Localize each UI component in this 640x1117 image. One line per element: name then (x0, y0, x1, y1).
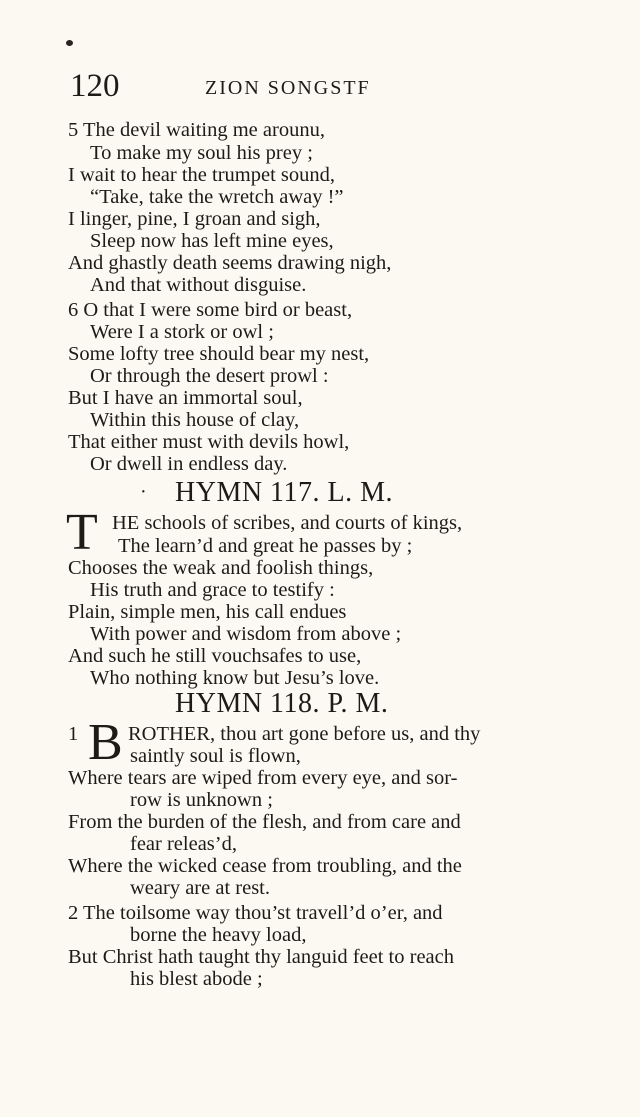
verse-line: His truth and grace to testify : (90, 579, 335, 601)
stanza-number: 1 (68, 723, 79, 745)
verse-line: But I have an immortal soul, (68, 387, 303, 409)
verse-line: borne the heavy load, (130, 924, 307, 946)
verse-line: But Christ hath taught thy languid feet to reach (68, 946, 454, 968)
verse-line: fear releas’d, (130, 833, 237, 855)
verse-line: And that without disguise. (90, 274, 307, 296)
verse-line: Were I a stork or owl ; (90, 321, 274, 343)
dropcap: T (66, 504, 98, 561)
verse-line: Where tears are wiped from every eye, and sor- (68, 767, 458, 789)
verse-line: I linger, pine, I groan and sigh, (68, 208, 321, 230)
verse-line: Chooses the weak and foolish things, (68, 557, 374, 579)
verse-line: Or dwell in endless day. (90, 453, 288, 475)
verse-line: saintly soul is flown, (130, 745, 301, 767)
page-header (70, 68, 590, 104)
verse-line: Some lofty tree should bear my nest, (68, 343, 370, 365)
verse-line: weary are at rest. (130, 877, 270, 899)
verse-line: And ghastly death seems drawing nigh, (68, 252, 392, 274)
verse-line: Plain, simple men, his call endues (68, 601, 347, 623)
page-number: 120 (70, 68, 120, 104)
verse-line: And such he still vouchsafes to use, (68, 645, 362, 667)
dropcap: B (88, 714, 123, 771)
verse-line: Sleep now has left mine eyes, (90, 230, 334, 252)
running-head: ZION SONGSTF (205, 77, 371, 99)
verse-line: “Take, take the wretch away !” (90, 186, 344, 208)
verse-line: row is unknown ; (130, 789, 273, 811)
ink-speck (66, 40, 73, 46)
hymn-118-heading: HYMN 118. P. M. (175, 688, 389, 719)
verse-line: Where the wicked cease from troubling, and the (68, 855, 462, 877)
verse-line: That either must with devils howl, (68, 431, 350, 453)
verse-line: Within this house of clay, (90, 409, 300, 431)
verse-line: 2 The toilsome way thou’st travell’d o’er, and (68, 902, 443, 924)
hymn-117-heading: HYMN 117. L. M. (175, 477, 394, 508)
verse-line: 6 O that I were some bird or beast, (68, 299, 353, 321)
verse-line: To make my soul his prey ; (90, 142, 313, 164)
verse-line: ROTHER, thou art gone before us, and thy (128, 723, 481, 745)
verse-line: From the burden of the flesh, and from care and (68, 811, 461, 833)
verse-line: Who nothing know but Jesu’s love. (90, 667, 380, 689)
ornament-dot: · (140, 481, 147, 503)
verse-line: Or through the desert prowl : (90, 365, 329, 387)
verse-line: HE schools of scribes, and courts of kings, (112, 512, 463, 534)
verse-line: With power and wisdom from above ; (90, 623, 402, 645)
verse-line: I wait to hear the trumpet sound, (68, 164, 336, 186)
verse-line: The learn’d and great he passes by ; (118, 535, 413, 557)
verse-line: his blest abode ; (130, 968, 263, 990)
verse-line: 5 The devil waiting me arounu, (68, 119, 325, 141)
